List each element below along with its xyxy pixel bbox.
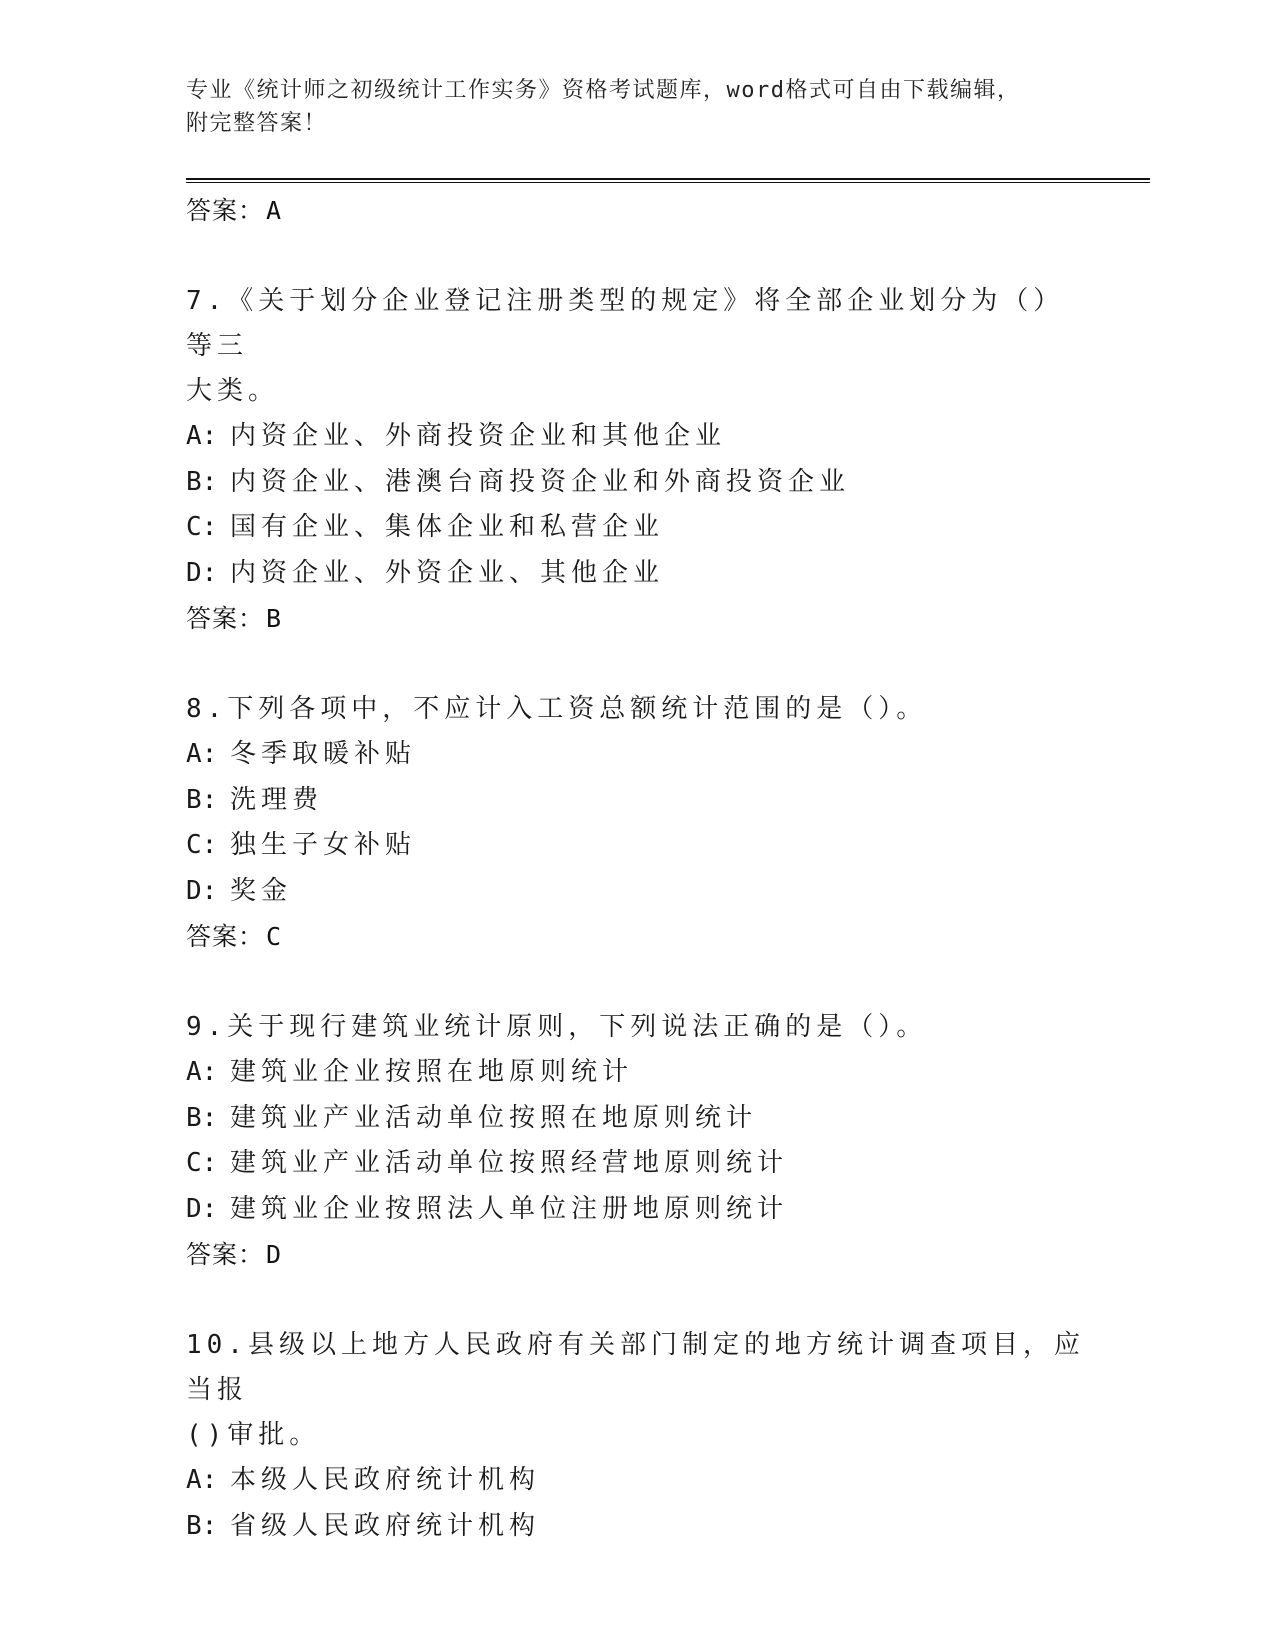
answer-label: 答案： — [186, 922, 265, 951]
question-stem-line: 9.关于现行建筑业统计原则，下列说法正确的是（）。 — [186, 1012, 928, 1042]
option-letter: A: — [186, 739, 218, 769]
question-stem-line: ()审批。 — [186, 1420, 321, 1450]
question-8 — [186, 687, 1086, 959]
option-b — [186, 778, 1086, 824]
question-list — [186, 188, 1086, 1549]
question-stem-line: 7.《关于划分企业登记注册类型的规定》将全部企业划分为（）等三 — [186, 286, 1065, 361]
option-text: 建筑业产业活动单位按照在地原则统计 — [230, 1102, 758, 1133]
option-text: 洗理费 — [230, 784, 324, 815]
option-letter: B: — [186, 1510, 218, 1541]
option-text: 建筑业产业活动单位按照经营地原则统计 — [230, 1148, 789, 1178]
option-d — [186, 1187, 1086, 1233]
option-text: 内资企业、外资企业、其他企业 — [230, 557, 665, 588]
option-text: 省级人民政府统计机构 — [230, 1510, 541, 1541]
answer-value: B — [266, 604, 283, 633]
page-header — [186, 74, 1086, 140]
option-text: 建筑业企业按照法人单位注册地原则统计 — [230, 1193, 789, 1224]
option-text: 内资企业、外商投资企业和其他企业 — [230, 421, 727, 451]
option-c — [186, 505, 1086, 551]
option-a — [186, 414, 1086, 460]
option-letter: C: — [186, 830, 218, 860]
option-d — [186, 551, 1086, 597]
header-line-2: 附完整答案！ — [186, 111, 328, 136]
option-text: 建筑业企业按照在地原则统计 — [230, 1057, 634, 1087]
option-a — [186, 732, 1086, 778]
header-divider — [186, 178, 1150, 183]
option-c — [186, 1141, 1086, 1187]
option-a — [186, 1458, 1086, 1504]
question-9 — [186, 1005, 1086, 1277]
previous-answer — [186, 188, 1086, 233]
option-letter: A: — [186, 1465, 218, 1495]
option-letter: D: — [186, 557, 218, 588]
option-letter: C: — [186, 512, 218, 542]
option-letter: B: — [186, 784, 218, 815]
option-letter: B: — [186, 466, 218, 497]
question-stem-line: 大类。 — [186, 376, 280, 406]
question-7 — [186, 279, 1086, 641]
answer-value: D — [266, 1240, 283, 1269]
option-text: 国有企业、集体企业和私营企业 — [230, 512, 665, 542]
option-letter: C: — [186, 1148, 218, 1178]
answer-label: 答案： — [186, 196, 265, 225]
question-stem-line: 8.下列各项中，不应计入工资总额统计范围的是（）。 — [186, 694, 928, 724]
option-c — [186, 823, 1086, 869]
option-text: 独生子女补贴 — [230, 830, 417, 860]
option-text: 本级人民政府统计机构 — [230, 1465, 541, 1495]
question-stem-line: 10.县级以上地方人民政府有关部门制定的地方统计调查项目，应当报 — [186, 1330, 1085, 1405]
question-answer — [186, 914, 1086, 959]
header-line-1: 专业《统计师之初级统计工作实务》资格考试题库，word格式可自由下载编辑， — [186, 78, 1021, 103]
answer-label: 答案： — [186, 604, 265, 633]
option-text: 内资企业、港澳台商投资企业和外商投资企业 — [230, 466, 851, 497]
option-letter: A: — [186, 1057, 218, 1087]
question-answer — [186, 596, 1086, 641]
option-letter: A: — [186, 421, 218, 451]
option-b — [186, 1504, 1086, 1550]
answer-value: A — [266, 196, 283, 225]
answer-label: 答案： — [186, 1240, 265, 1269]
option-letter: B: — [186, 1102, 218, 1133]
answer-value: C — [266, 922, 283, 951]
option-d — [186, 869, 1086, 915]
question-answer — [186, 1232, 1086, 1277]
option-text: 奖金 — [230, 875, 293, 906]
question-10 — [186, 1323, 1086, 1549]
option-letter: D: — [186, 1193, 218, 1224]
option-letter: D: — [186, 875, 218, 906]
option-b — [186, 1096, 1086, 1142]
option-b — [186, 460, 1086, 506]
option-text: 冬季取暖补贴 — [230, 739, 417, 769]
option-a — [186, 1050, 1086, 1096]
